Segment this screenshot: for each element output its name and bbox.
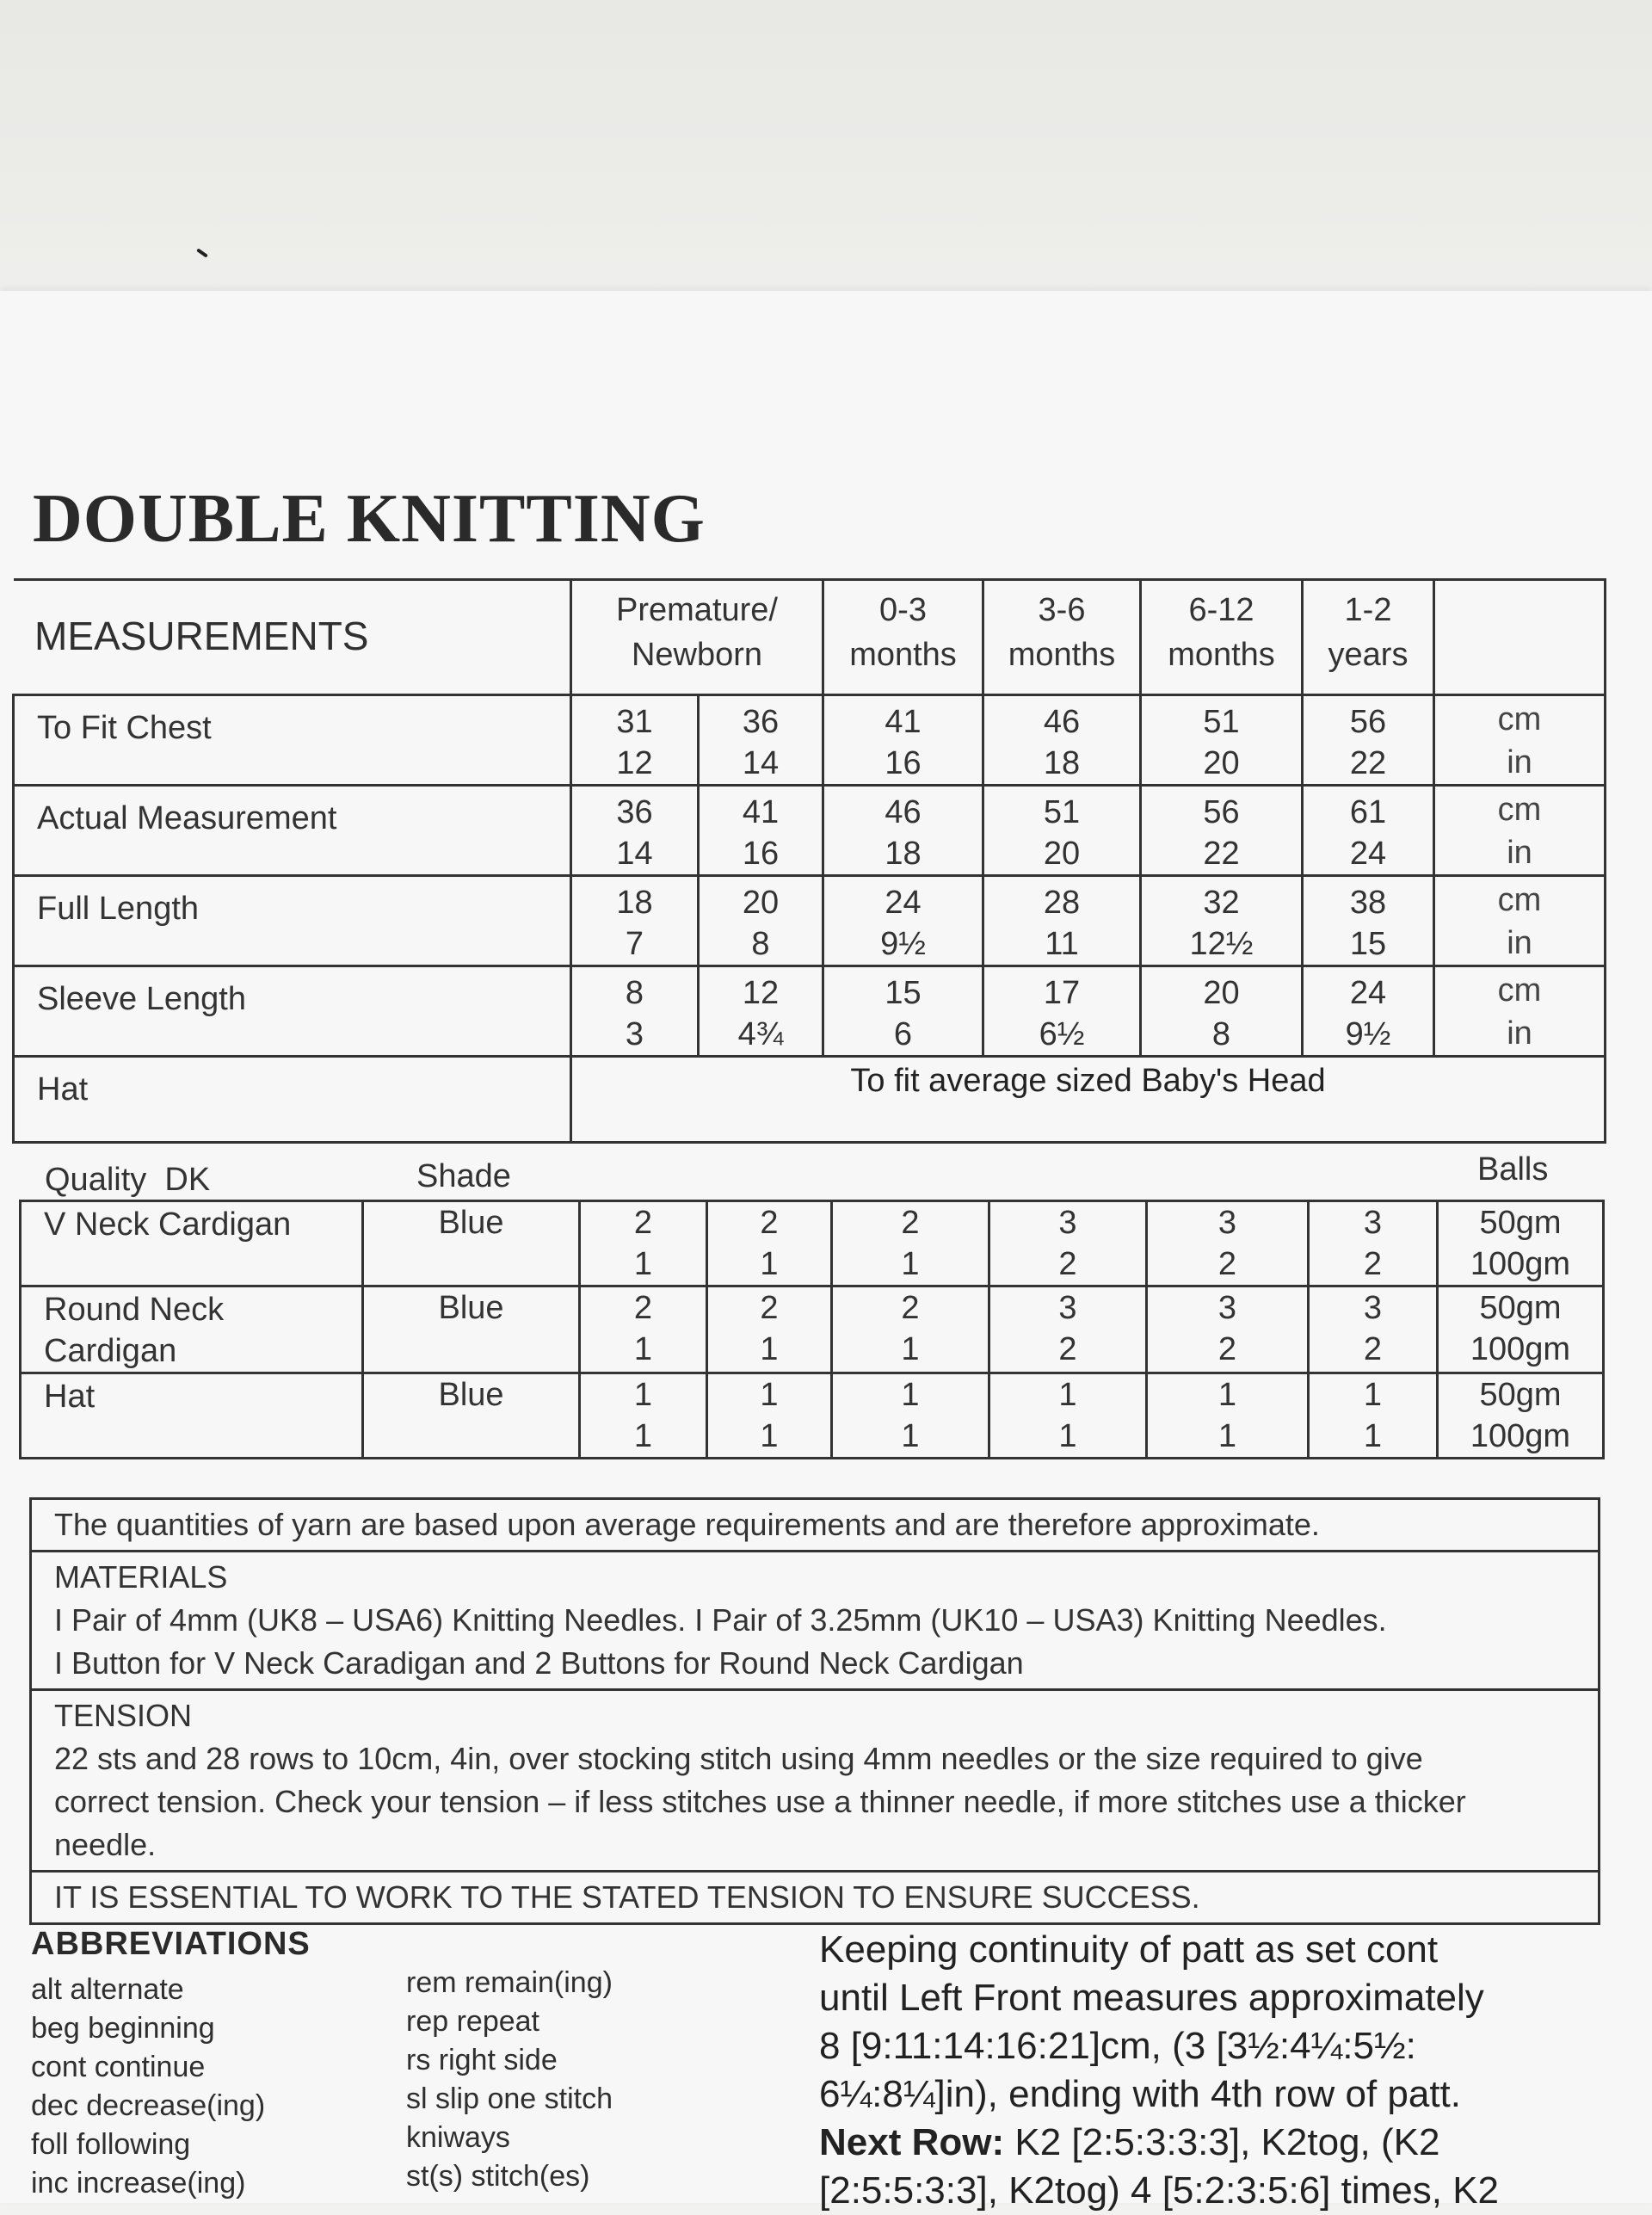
- value-cell: 28 11: [983, 876, 1141, 966]
- ball-weight-cell: 50gm 100gm: [1438, 1373, 1604, 1459]
- balls-cell: 2 1: [832, 1286, 989, 1373]
- value-cell: 61 24: [1303, 786, 1434, 876]
- materials-line: I Pair of 4mm (UK8 – USA6) Knitting Needles. I Pair of 3.25mm (UK10 – USA3) Knitting Needles.: [54, 1602, 1387, 1638]
- list-item: st(s) stitch(es): [406, 2160, 590, 2193]
- balls-cell: 1 1: [1147, 1373, 1309, 1459]
- size-header-1-2: 1-2 years: [1303, 580, 1434, 695]
- background-surface: [0, 0, 1652, 297]
- balls-cell: 2 1: [832, 1201, 989, 1286]
- yarn-row-label: Hat: [21, 1373, 363, 1459]
- value-cell: 46 18: [983, 695, 1141, 786]
- balls-label: Balls: [1477, 1151, 1549, 1188]
- row-label-chest: To Fit Chest: [14, 695, 571, 786]
- measurements-heading: MEASUREMENTS: [34, 614, 369, 658]
- list-item: kniways: [406, 2121, 510, 2154]
- shade-cell: Blue: [363, 1373, 580, 1459]
- balls-cell: 2 1: [707, 1286, 832, 1373]
- materials-section: [32, 1552, 1598, 1691]
- value-cell: 41 16: [699, 786, 823, 876]
- instruction-line: 6¼:8¼]in), ending with 4th row of patt.: [819, 2073, 1462, 2115]
- hat-size-note: To fit average sized Baby's Head: [571, 1057, 1606, 1143]
- list-item: alt alternate: [31, 1973, 184, 2006]
- table-row: [21, 1286, 1604, 1373]
- measurements-table: [12, 578, 1606, 1144]
- table-row: [21, 1201, 1604, 1286]
- balls-cell: 3 2: [1309, 1286, 1438, 1373]
- instruction-line: [2:5:5:3:3], K2tog) 4 [5:2:3:5:6] times, K2: [819, 2169, 1500, 2212]
- essential-note: IT IS ESSENTIAL TO WORK TO THE STATED TENSION TO ENSURE SUCCESS.: [54, 1879, 1200, 1915]
- row-label-actual: Actual Measurement: [14, 786, 571, 876]
- row-label-hat: Hat: [14, 1057, 571, 1143]
- value-cell: 56 22: [1141, 786, 1303, 876]
- size-header-3-6: 3-6 months: [983, 580, 1141, 695]
- yarn-row-label: V Neck Cardigan: [21, 1201, 363, 1286]
- instruction-line: 8 [9:11:14:16:21]cm, (3 [3½:4¼:5½:: [819, 2025, 1416, 2067]
- value-cell: 20 8: [699, 876, 823, 966]
- materials-title: MATERIALS: [54, 1559, 228, 1595]
- balls-cell: 3 2: [1147, 1286, 1309, 1373]
- value-cell: 38 15: [1303, 876, 1434, 966]
- balls-cell: 3 2: [989, 1201, 1147, 1286]
- abbreviations-list-1: [31, 1971, 265, 2203]
- yarn-row-label: Round Neck Cardigan: [21, 1286, 363, 1373]
- value-cell: 18 7: [571, 876, 699, 966]
- balls-cell: 3 2: [989, 1286, 1147, 1373]
- row-label-sleeve-length: Sleeve Length: [14, 966, 571, 1057]
- value-cell: 20 8: [1141, 966, 1303, 1057]
- table-row: [21, 1373, 1604, 1459]
- list-item: foll following: [31, 2128, 191, 2161]
- tension-line: correct tension. Check your tension – if less stitches use a thinner needle, if more stitches use a thicker: [54, 1784, 1466, 1819]
- instruction-line: [819, 2119, 1628, 2167]
- quality-label: Quality DK: [45, 1162, 211, 1198]
- balls-cell: 1 1: [1309, 1373, 1438, 1459]
- balls-cell: 2 1: [580, 1201, 707, 1286]
- list-item: rs right side: [406, 2044, 558, 2076]
- balls-cell: 3 2: [1147, 1201, 1309, 1286]
- next-row-label: Next Row:: [819, 2121, 1005, 2163]
- row-label-full-length: Full Length: [14, 876, 571, 966]
- value-cell: 24 9½: [823, 876, 983, 966]
- abbreviations-heading: ABBREVIATIONS: [31, 1926, 311, 1962]
- unit-cell: cm in: [1434, 695, 1606, 786]
- tension-line: needle.: [54, 1827, 157, 1862]
- table-row: [14, 695, 1606, 786]
- value-cell: 51 20: [1141, 695, 1303, 786]
- unit-cell: cm in: [1434, 966, 1606, 1057]
- list-item: cont continue: [31, 2051, 206, 2083]
- balls-cell: 1 1: [989, 1373, 1147, 1459]
- value-cell: 56 22: [1303, 695, 1434, 786]
- balls-cell: 2 1: [580, 1286, 707, 1373]
- list-item: beg beginning: [31, 2012, 215, 2045]
- pattern-instructions: [819, 1926, 1628, 2215]
- tension-section: [32, 1691, 1598, 1873]
- next-row-text: K2 [2:5:3:3:3], K2tog, (K2: [1004, 2121, 1440, 2163]
- value-cell: 46 18: [823, 786, 983, 876]
- balls-cell: 1 1: [832, 1373, 989, 1459]
- value-cell: 24 9½: [1303, 966, 1434, 1057]
- value-cell: 51 20: [983, 786, 1141, 876]
- instruction-line: until Left Front measures approximately: [819, 1977, 1484, 2019]
- balls-cell: 1 1: [707, 1373, 832, 1459]
- table-row: [14, 966, 1606, 1057]
- ball-weight-cell: 50gm 100gm: [1438, 1286, 1604, 1373]
- balls-cell: 2 1: [707, 1201, 832, 1286]
- table-row: [14, 876, 1606, 966]
- list-item: inc increase(ing): [31, 2167, 246, 2200]
- value-cell: 17 6½: [983, 966, 1141, 1057]
- instruction-line: Keeping continuity of patt as set cont: [819, 1928, 1439, 1971]
- size-header-6-12: 6-12 months: [1141, 580, 1303, 695]
- abbreviations-list-2: [406, 1964, 613, 2196]
- shade-cell: Blue: [363, 1201, 580, 1286]
- tension-title: TENSION: [54, 1698, 193, 1733]
- tension-line: 22 sts and 28 rows to 10cm, 4in, over stocking stitch using 4mm needles or the size required to give: [54, 1741, 1423, 1776]
- value-cell: 36 14: [571, 786, 699, 876]
- unit-cell: cm in: [1434, 786, 1606, 876]
- balls-cell: 1 1: [580, 1373, 707, 1459]
- quantities-note: The quantities of yarn are based upon average requirements and are therefore approximate.: [32, 1500, 1598, 1552]
- yarn-table: [19, 1200, 1605, 1459]
- notes-box: [29, 1497, 1600, 1925]
- page-title: DOUBLE KNITTING: [33, 481, 706, 557]
- unit-header: [1434, 580, 1606, 695]
- value-cell: 8 3: [571, 966, 699, 1057]
- list-item: rep repeat: [406, 2005, 539, 2038]
- table-row: [14, 1057, 1606, 1143]
- list-item: sl slip one stitch: [406, 2082, 613, 2115]
- shade-cell: Blue: [363, 1286, 580, 1373]
- value-cell: 32 12½: [1141, 876, 1303, 966]
- value-cell: 41 16: [823, 695, 983, 786]
- value-cell: 31 12: [571, 695, 699, 786]
- size-header-0-3: 0-3 months: [823, 580, 983, 695]
- value-cell: 12 4¾: [699, 966, 823, 1057]
- value-cell: 36 14: [699, 695, 823, 786]
- unit-cell: cm in: [1434, 876, 1606, 966]
- table-row: [14, 786, 1606, 876]
- size-header-premature: Premature/ Newborn: [571, 580, 823, 695]
- shade-label: Shade: [416, 1158, 511, 1194]
- value-cell: 15 6: [823, 966, 983, 1057]
- materials-line: I Button for V Neck Caradigan and 2 Buttons for Round Neck Cardigan: [54, 1645, 1024, 1681]
- list-item: dec decrease(ing): [31, 2089, 266, 2122]
- balls-cell: 3 2: [1309, 1201, 1438, 1286]
- ball-weight-cell: 50gm 100gm: [1438, 1201, 1604, 1286]
- header-blank: [14, 580, 571, 695]
- list-item: rem remain(ing): [406, 1966, 613, 1999]
